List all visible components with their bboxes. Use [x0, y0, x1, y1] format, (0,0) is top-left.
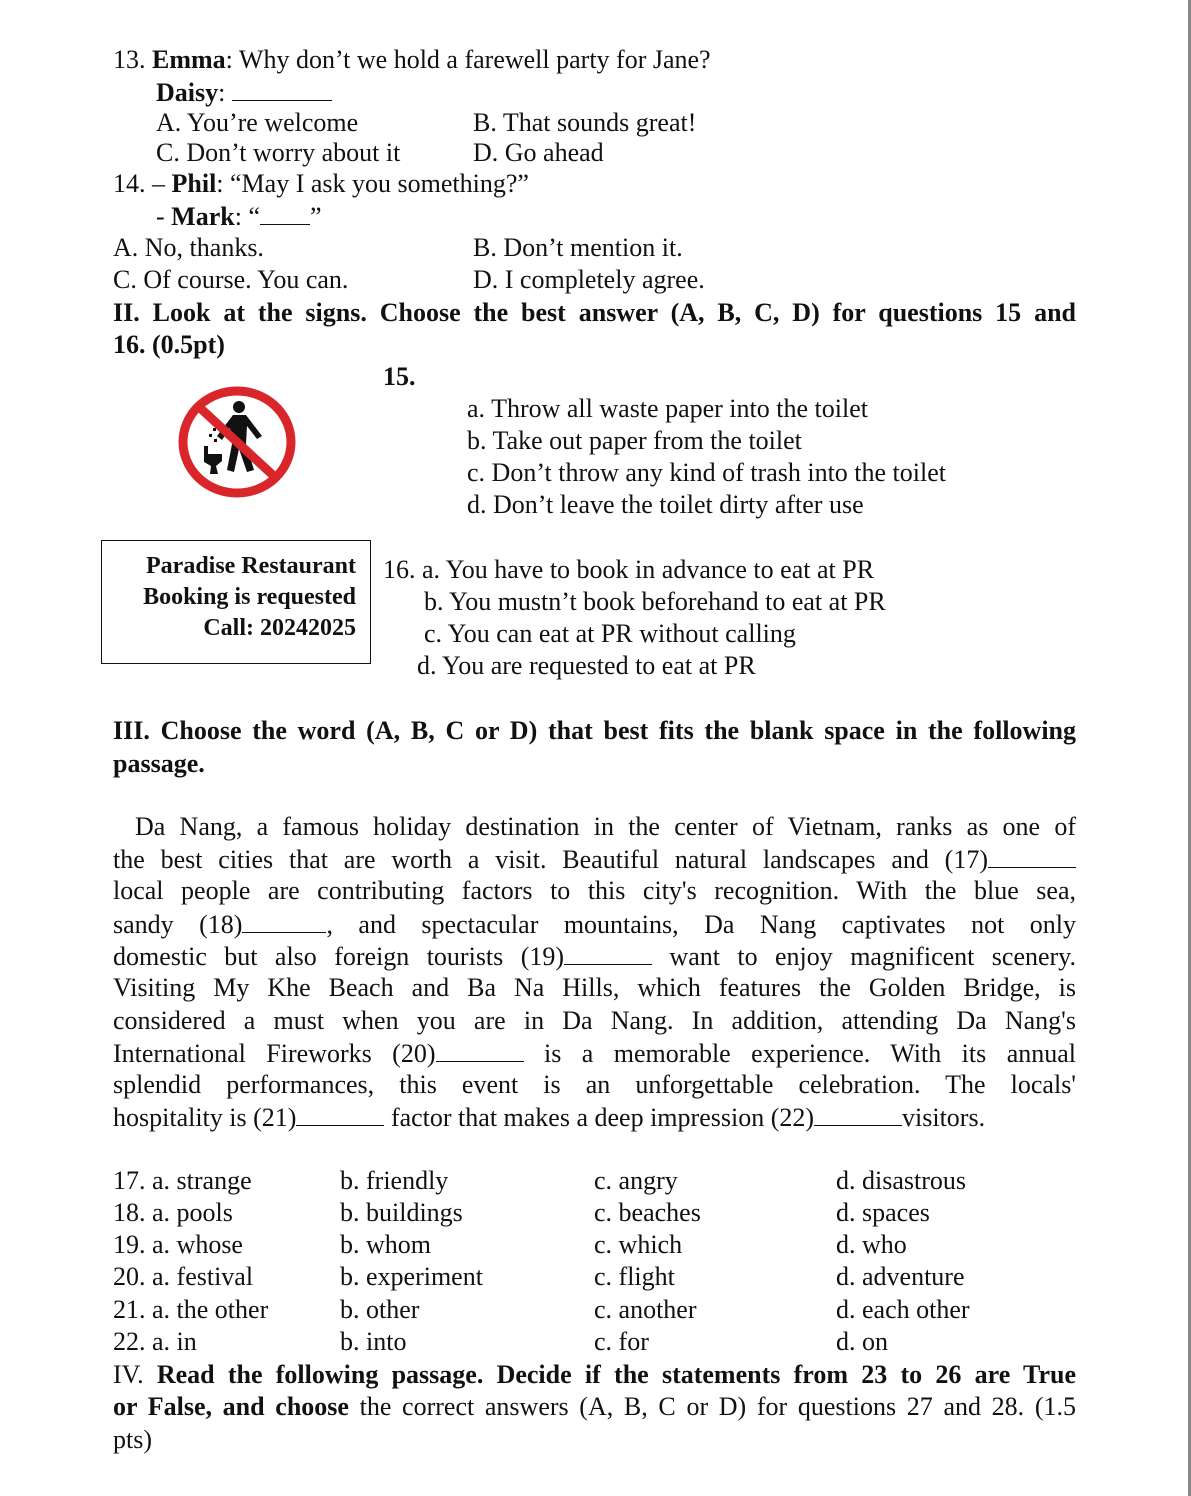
passage-line-3: local people are contributing factors to this city's recognition. With the blue sea, [113, 876, 1076, 905]
section-4-heading-cont: or False, and choose the correct answers (A, B, C or D) for questions 27 and 28. (1.5 [113, 1392, 1076, 1421]
restaurant-sign [101, 540, 371, 664]
option-19c: c. which [594, 1230, 683, 1259]
section-4-heading-end: pts) [113, 1425, 152, 1454]
q13-option-b: B. That sounds great! [473, 108, 697, 137]
q16-option-c: c. You can eat at PR without calling [424, 619, 796, 648]
section-2-heading-cont: 16. (0.5pt) [113, 330, 225, 359]
option-18a: 18. a. pools [113, 1198, 233, 1227]
option-22c: c. for [594, 1327, 649, 1356]
q15-option-c: c. Don’t throw any kind of trash into the toilet [467, 458, 946, 487]
blank-22 [814, 1101, 902, 1126]
q13-response: Daisy: [156, 76, 332, 109]
section-3-heading: III. Choose the word (A, B, C or D) that best fits the blank space in the following [113, 716, 1076, 745]
sign-line-3: Call: 20242025 [203, 615, 356, 641]
q14-question: 14. – Phil: “May I ask you something?” [113, 169, 529, 198]
option-17a: 17. a. strange [113, 1166, 252, 1195]
option-17c: c. angry [594, 1166, 678, 1195]
answer-blank [260, 200, 310, 225]
option-22d: d. on [836, 1327, 888, 1356]
q16-option-b: b. You mustn’t book beforehand to eat at PR [424, 587, 886, 616]
answer-blank [232, 76, 332, 101]
passage-line-4: sandy (18) , and spectacular mountains, Da Nang captivates not only [113, 910, 1076, 939]
passage-line-2: the best cities that are worth a visit. Beautiful natural landscapes and (17) [113, 843, 1076, 876]
section-4-heading: IV. Read the following passage. Decide if the statements from 23 to 26 are True [113, 1360, 1076, 1389]
no-littering-toilet-sign-icon [176, 384, 298, 500]
option-22b: b. into [340, 1327, 407, 1356]
q14-option-b: B. Don’t mention it. [473, 233, 683, 262]
option-17d: d. disastrous [836, 1166, 966, 1195]
q15-option-a: a. Throw all waste paper into the toilet [467, 394, 868, 423]
passage-line-8: International Fireworks (20) is a memorable experience. With its annual [113, 1039, 1076, 1068]
q13-option-a: A. You’re welcome [156, 108, 359, 137]
option-18d: d. spaces [836, 1198, 930, 1227]
sign-line-2: Booking is requested [143, 584, 356, 610]
blank-17 [988, 843, 1076, 868]
option-20c: c. flight [594, 1262, 675, 1291]
passage-line-5: domestic but also foreign tourists (19) want to enjoy magnificent scenery. [113, 942, 1076, 971]
q16-option-a: 16. a. You have to book in advance to eat at PR [383, 555, 875, 584]
q15-option-d: d. Don’t leave the toilet dirty after use [467, 490, 864, 519]
blank-18 [242, 908, 326, 933]
passage-line-6: Visiting My Khe Beach and Ba Na Hills, which features the Golden Bridge, is [113, 973, 1076, 1002]
option-20d: d. adventure [836, 1262, 965, 1291]
option-19b: b. whom [340, 1230, 431, 1259]
option-21c: c. another [594, 1295, 697, 1324]
passage-line-10: hospitality is (21) factor that makes a deep impression (22) visitors. [113, 1103, 986, 1132]
q14-option-d: D. I completely agree. [473, 265, 705, 294]
option-19d: d. who [836, 1230, 907, 1259]
section-3-heading-cont: passage. [113, 749, 205, 778]
q14-option-a: A. No, thanks. [113, 233, 264, 262]
option-17b: b. friendly [340, 1166, 449, 1195]
q14-option-c: C. Of course. You can. [113, 265, 349, 294]
option-20b: b. experiment [340, 1262, 483, 1291]
q16-option-d: d. You are requested to eat at PR [417, 651, 756, 680]
option-18b: b. buildings [340, 1198, 463, 1227]
option-21b: b. other [340, 1295, 420, 1324]
q15-option-b: b. Take out paper from the toilet [467, 426, 802, 455]
option-19a: 19. a. whose [113, 1230, 243, 1259]
option-18c: c. beaches [594, 1198, 701, 1227]
blank-20 [436, 1037, 524, 1062]
option-22a: 22. a. in [113, 1327, 197, 1356]
blank-19 [564, 940, 652, 965]
q13-option-d: D. Go ahead [473, 138, 604, 167]
blank-21 [296, 1101, 384, 1126]
option-20a: 20. a. festival [113, 1262, 254, 1291]
q13-question: 13. Emma: Why don’t we hold a farewell party for Jane? [113, 45, 711, 74]
q13-option-c: C. Don’t worry about it [156, 138, 401, 167]
passage-line-1: Da Nang, a famous holiday destination in the center of Vietnam, ranks as one of [135, 812, 1076, 841]
passage-line-9: splendid performances, this event is an unforgettable celebration. The locals' [113, 1070, 1076, 1099]
section-2-heading: II. Look at the signs. Choose the best answer (A, B, C, D) for questions 15 and [113, 298, 1076, 327]
q15-number: 15. [383, 362, 416, 391]
option-21d: d. each other [836, 1295, 970, 1324]
sign-line-1: Paradise Restaurant [146, 553, 356, 579]
option-21a: 21. a. the other [113, 1295, 269, 1324]
passage-line-7: considered a must when you are in Da Nang. In addition, attending Da Nang's [113, 1006, 1076, 1035]
q14-response: - Mark: “ ” [156, 202, 322, 231]
